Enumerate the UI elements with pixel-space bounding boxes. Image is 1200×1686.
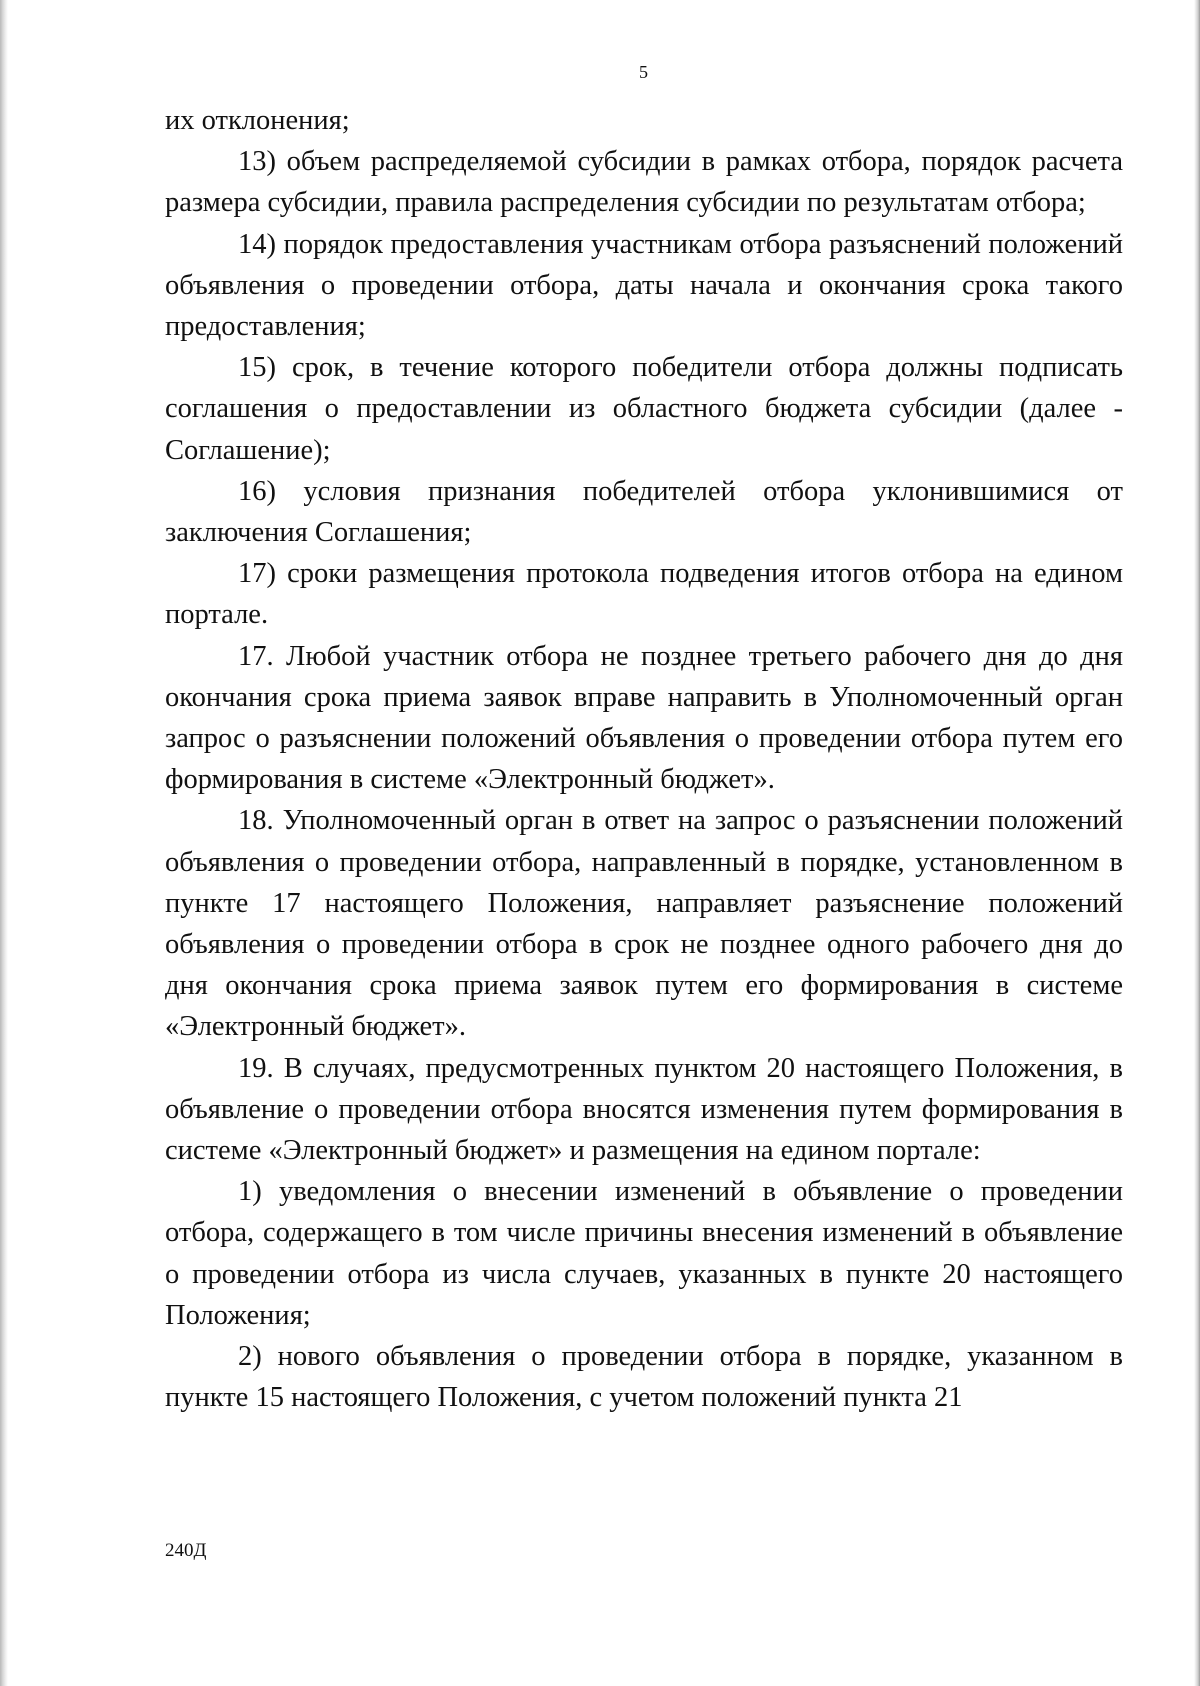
scan-right-edge xyxy=(1194,0,1200,1686)
paragraph-item-14: 14) порядок предоставления участникам отбора разъяснений положений объявления о проведении отбора, даты начала и окончания срока такого предоставления; xyxy=(165,228,1123,343)
paragraph-clause-17: 17. Любой участник отбора не позднее третьего рабочего дня до дня окончания срока приема заявок вправе направить в Уполномоченный орган запрос о разъяснении положений объявления о проведении отбора путем его формирования в системе «Электронный бюджет». xyxy=(165,640,1123,796)
document-code: 240Д xyxy=(165,1540,207,1561)
document-body xyxy=(165,100,1123,1419)
paragraph-clause-18: 18. Уполномоченный орган в ответ на запрос о разъяснении положений объявления о проведении отбора, направленный в порядке, установленном в пункте 17 настоящего Положения, направляет разъяснение положений объявления о проведении отбора в срок не позднее одного рабочего дня до дня окончания срока приема заявок путем его формирования в системе «Электронный бюджет». xyxy=(165,805,1123,1043)
paragraph-subitem-2: 2) нового объявления о проведении отбора в порядке, указанном в пункте 15 настоящего Положения, с учетом положений пункта 21 xyxy=(165,1341,1123,1414)
paragraph-item-15: 15) срок, в течение которого победители отбора должны подписать соглашения о предоставлении из областного бюджета субсидии (далее - Соглашение); xyxy=(165,352,1123,466)
paragraph-item-16: 16) условия признания победителей отбора уклонившимися от заключения Соглашения; xyxy=(165,475,1123,549)
paragraph-subitem-1: 1) уведомления о внесении изменений в объявление о проведении отбора, содержащего в том числе причины внесения изменений в объявление о проведении отбора из числа случаев, указанных в пункте 20 настоящего Положения; xyxy=(165,1176,1123,1331)
scan-left-edge xyxy=(0,0,8,1686)
paragraph-item-17: 17) сроки размещения протокола подведения итогов отбора на едином портале. xyxy=(165,558,1123,631)
paragraph-continuation: их отклонения; xyxy=(165,105,350,136)
paragraph-item-13: 13) объем распределяемой субсидии в рамках отбора, порядок расчета размера субсидии, правила распределения субсидии по результатам отбора; xyxy=(165,146,1123,219)
page-number: 5 xyxy=(639,62,648,82)
paragraph-clause-19: 19. В случаях, предусмотренных пунктом 20 настоящего Положения, в объявление о проведении отбора вносятся изменения путем формирования в системе «Электронный бюджет» и размещения на едином портале: xyxy=(165,1052,1123,1167)
